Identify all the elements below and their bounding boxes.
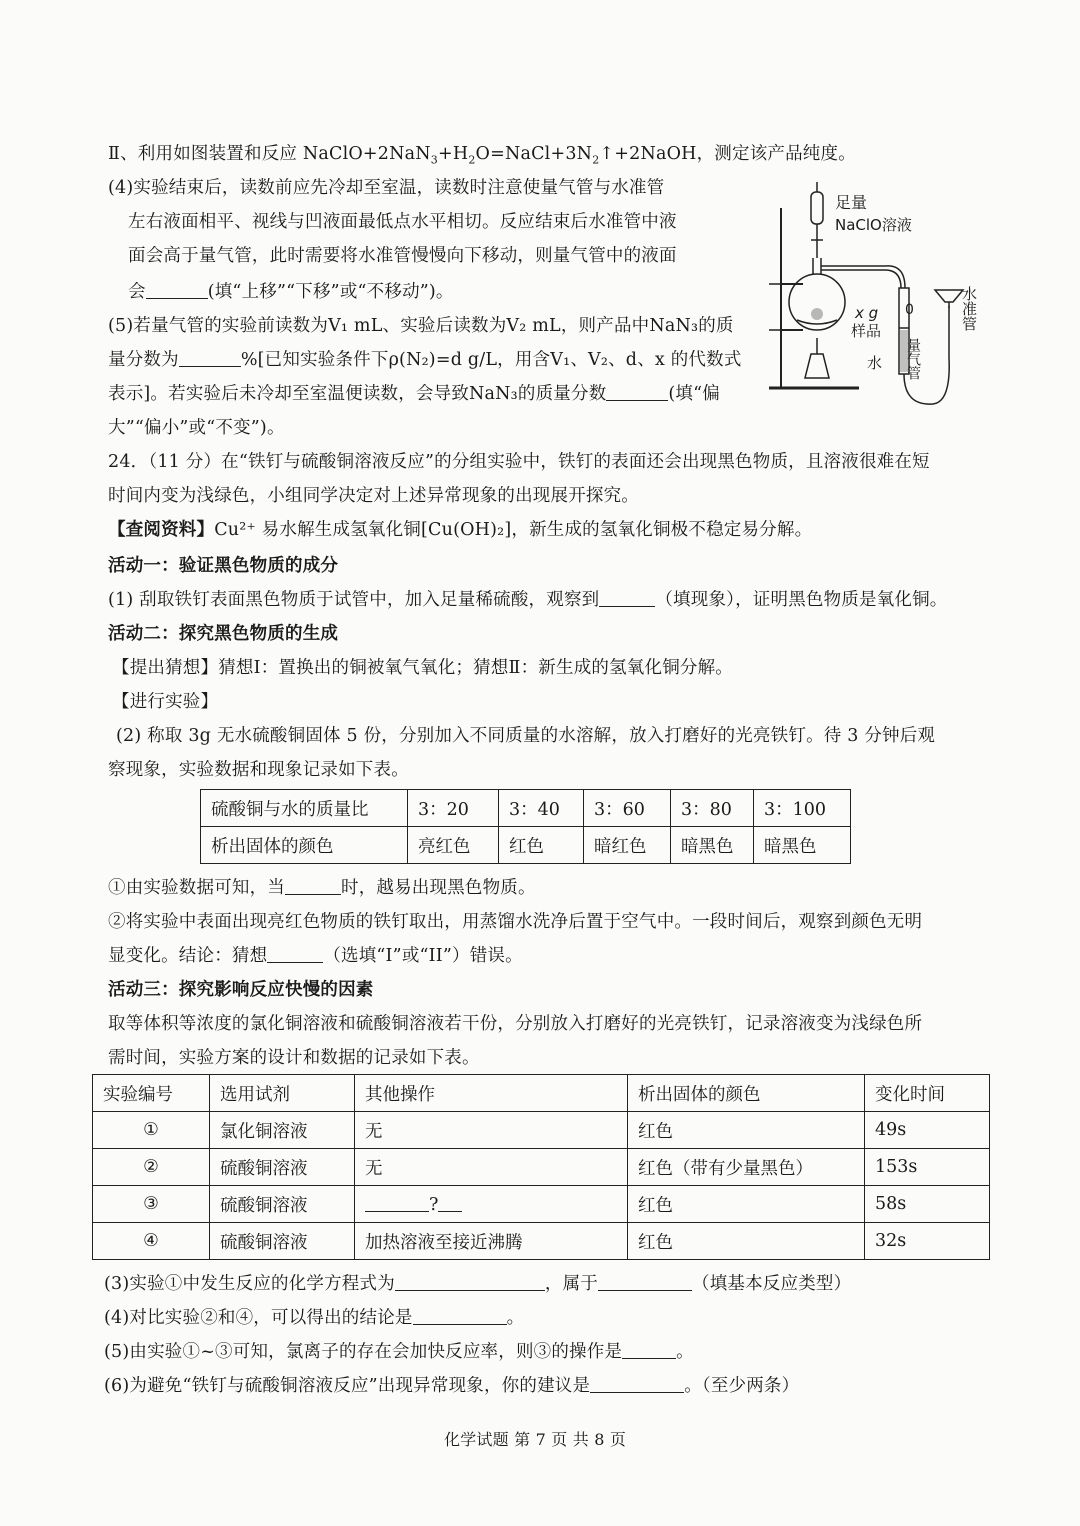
activity2-title: 活动二：探究黑色物质的生成 xyxy=(108,624,339,644)
answer-blank xyxy=(413,1306,507,1325)
part2-intro: Ⅱ、利用如图装置和反应 $NaClO+2NaN_3+H_2O=NaCl+3N_2↑+2NaOH$，测定该产品纯度。 xyxy=(108,144,856,167)
table-cell: 加热溶液至接近沸腾 xyxy=(355,1223,628,1260)
answer-blank xyxy=(622,1340,676,1359)
table-cell: 亮红色 xyxy=(408,827,499,864)
table-row xyxy=(93,1186,990,1223)
table-cell: 3：100 xyxy=(754,790,851,827)
table-cell: 无 xyxy=(355,1112,628,1149)
table-cell: 3：20 xyxy=(408,790,499,827)
table-row xyxy=(201,827,851,864)
table-header-cell: 析出固体的颜色 xyxy=(628,1075,865,1112)
table-cell: 硫酸铜溶液 xyxy=(210,1149,355,1186)
table-header-cell: 变化时间 xyxy=(865,1075,990,1112)
q24-line1: 24．（11 分）在“铁钉与硫酸铜溶液反应”的分组实验中，铁钉的表面还会出现黑色物质，且溶液很难在短 xyxy=(108,452,930,472)
q5-line3: 表示]。若实验后未冷却至室温便读数，会导致NaN₃的质量分数 (填“偏 xyxy=(108,384,720,404)
ratio-table xyxy=(200,789,851,864)
table-cell: 32s xyxy=(865,1223,990,1260)
q24-part6: (6)为避免“铁钉与硫酸铜溶液反应”出现异常现象，你的建议是 。（至少两条） xyxy=(104,1376,800,1396)
q5-line4: 大”“偏小”或“不变”)。 xyxy=(108,418,285,438)
table-cell: 红色（带有少量黑色） xyxy=(628,1149,865,1186)
table-header-cell: 选用试剂 xyxy=(210,1075,355,1112)
table-cell: ① xyxy=(93,1112,210,1149)
table-cell: 153s xyxy=(865,1149,990,1186)
observation1: ①由实验数据可知，当 时，越易出现黑色物质。 xyxy=(108,878,536,898)
q5-line1: (5)若量气管的实验前读数为V₁ mL、实验后读数为V₂ mL，则产品中NaN₃的质 xyxy=(108,316,734,336)
gas-measurement-apparatus-diagram xyxy=(755,178,995,410)
answer-blank xyxy=(598,1272,692,1291)
table-row xyxy=(93,1112,990,1149)
label-naclo-solution: NaClO溶液 xyxy=(835,216,912,234)
table-cell: 红色 xyxy=(628,1112,865,1149)
q5-line2: 量分数为 %[已知实验条件下ρ(N₂)=d g/L，用含V₁、V₂、d、x 的代数式 xyxy=(108,350,742,370)
hypothesis: 【提出猜想】猜想Ⅰ：置换出的铜被氧气氧化；猜想Ⅱ：新生成的氢氧化铜分解。 xyxy=(112,658,734,678)
label-excess: 足量 xyxy=(835,193,868,212)
observation2-line1: ②将实验中表面出现亮红色物质的铁钉取出，用蒸馏水洗净后置于空气中。一段时间后，观察到颜色无明 xyxy=(108,912,923,932)
table-cell: 红色 xyxy=(499,827,584,864)
activity3-line1: 取等体积等浓度的氯化铜溶液和硫酸铜溶液若干份，分别放入打磨好的光亮铁钉，记录溶液变为浅绿色所 xyxy=(108,1014,923,1034)
table-cell: 析出固体的颜色 xyxy=(201,827,408,864)
label-sample: 样品 xyxy=(851,322,882,340)
experiment-table xyxy=(92,1074,990,1260)
q4-line4: 会 (填“上移”“下移”或“不移动”)。 xyxy=(128,282,454,302)
activity3-title: 活动三：探究影响反应快慢的因素 xyxy=(108,980,374,1000)
answer-blank xyxy=(179,348,241,367)
table-cell: ? xyxy=(355,1186,628,1223)
answer-blank xyxy=(590,1374,684,1393)
page-footer: 化学试题 第 7 页 共 8 页 xyxy=(444,1430,627,1449)
table-cell: 硫酸铜溶液 xyxy=(210,1186,355,1223)
answer-blank xyxy=(267,944,323,963)
table-cell: 暗红色 xyxy=(584,827,671,864)
q24-line2: 时间内变为浅绿色，小组同学决定对上述异常现象的出现展开探究。 xyxy=(108,486,639,506)
table-cell: 无 xyxy=(355,1149,628,1186)
reference-info: 【查阅资料】Cu²⁺ 易水解生成氢氧化铜[Cu(OH)₂]，新生成的氢氧化铜极不稳定易分解。 xyxy=(108,520,813,540)
label-level-tube: 水准管 xyxy=(960,286,978,331)
answer-blank xyxy=(146,280,208,299)
table-cell: 3：80 xyxy=(671,790,754,827)
table-cell: 暗黑色 xyxy=(671,827,754,864)
q24-part4: (4)对比实验②和④，可以得出的结论是 。 xyxy=(104,1308,525,1328)
activity1-title: 活动一：验证黑色物质的成分 xyxy=(108,556,339,576)
label-water: 水 xyxy=(867,354,883,372)
q4-line2: 左右液面相平、视线与凹液面最低点水平相切。反应结束后水准管中液 xyxy=(128,212,677,232)
q24-part2-line2: 察现象，实验数据和现象记录如下表。 xyxy=(108,760,409,780)
answer-blank xyxy=(365,1193,429,1212)
q24-part1: (1) 刮取铁钉表面黑色物质于试管中，加入足量稀硫酸，观察到 （填现象），证明黑色物质是氧化铜。 xyxy=(108,590,948,610)
table-cell: 硫酸铜与水的质量比 xyxy=(201,790,408,827)
table-row xyxy=(93,1223,990,1260)
activity3-line2: 需时间，实验方案的设计和数据的记录如下表。 xyxy=(108,1048,480,1068)
answer-blank xyxy=(606,382,668,401)
answer-blank xyxy=(395,1272,545,1291)
answer-blank xyxy=(599,588,655,607)
table-cell: ③ xyxy=(93,1186,210,1223)
table-header-cell: 其他操作 xyxy=(355,1075,628,1112)
table-cell: ④ xyxy=(93,1223,210,1260)
table-cell: ② xyxy=(93,1149,210,1186)
q24-part2-line1: (2) 称取 3g 无水硫酸铜固体 5 份，分别加入不同质量的水溶解，放入打磨好的光亮铁钉。待 3 分钟后观 xyxy=(116,726,936,746)
table-header-cell: 实验编号 xyxy=(93,1075,210,1112)
table-row xyxy=(201,790,851,827)
table-cell: 49s xyxy=(865,1112,990,1149)
table-cell: 3：40 xyxy=(499,790,584,827)
answer-blank xyxy=(285,876,341,895)
label-gas-tube: 量气管 xyxy=(905,338,921,380)
q4-line1: (4)实验结束后，读数前应先冷却至室温，读数时注意使量气管与水准管 xyxy=(108,178,665,198)
table-cell: 58s xyxy=(865,1186,990,1223)
table-cell: 3：60 xyxy=(584,790,671,827)
table-cell: 暗黑色 xyxy=(754,827,851,864)
q4-line3: 面会高于量气管，此时需要将水准管慢慢向下移动，则量气管中的液面 xyxy=(128,246,677,266)
label-sample-mass: x g xyxy=(855,304,879,322)
answer-blank xyxy=(438,1193,462,1212)
experiment-heading: 【进行实验】 xyxy=(112,692,219,712)
table-cell: 红色 xyxy=(628,1223,865,1260)
table-cell: 硫酸铜溶液 xyxy=(210,1223,355,1260)
label-zero: 0 xyxy=(905,302,914,318)
table-row xyxy=(93,1149,990,1186)
q24-part3: (3)实验①中发生反应的化学方程式为 ，属于 （填基本反应类型） xyxy=(104,1274,852,1294)
table-cell: 红色 xyxy=(628,1186,865,1223)
observation2-line2: 显变化。结论：猜想 （选填“I”或“II”）错误。 xyxy=(108,946,523,966)
table-cell: 氯化铜溶液 xyxy=(210,1112,355,1149)
q24-part5: (5)由实验①~③可知，氯离子的存在会加快反应率，则③的操作是 。 xyxy=(104,1342,694,1362)
table-header-row xyxy=(93,1075,990,1112)
